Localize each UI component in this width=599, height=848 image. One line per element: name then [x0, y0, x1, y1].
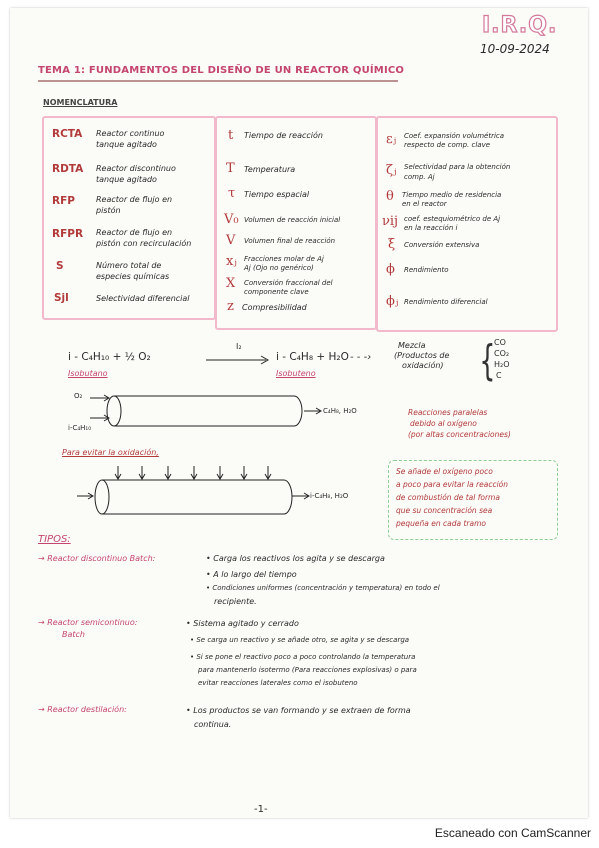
desc: Tiempo de reacción — [244, 131, 323, 140]
desc: Tiempo medio de residencia — [402, 191, 502, 199]
semi-point-cont: evitar reacciones laterales como el isobuteno — [198, 679, 358, 687]
mixture-label: (Productos de — [394, 351, 450, 360]
desc: respecto de comp. clave — [404, 141, 491, 149]
semi-point: • Se carga un reactivo y se añade otro, se agita y se descarga — [190, 636, 410, 644]
side-arrow: - - -› — [350, 352, 372, 363]
desc: tanque agitado — [96, 175, 157, 184]
abbr-rfpr: RFPR — [52, 228, 84, 240]
symbol: εⱼ — [386, 132, 397, 147]
tube2-output: i-C₄H₈, H₂O — [310, 492, 349, 500]
abbr-rdta: RDTA — [52, 163, 84, 175]
notebook-page — [10, 8, 588, 818]
desc: Compresibilidad — [242, 303, 307, 312]
desc: Reactor de flujo en — [96, 195, 173, 204]
desc: componente clave — [244, 288, 309, 296]
parallel-note: Reacciones paralelas — [408, 408, 488, 417]
desc: Rendimiento diferencial — [404, 298, 488, 306]
batch-point-cont: recipiente. — [214, 597, 257, 606]
dest-title: → Reactor destilación: — [38, 705, 127, 714]
desc: Reactor de flujo en — [96, 228, 173, 237]
semi-title-text: Reactor semicontinuo: — [47, 618, 138, 627]
topic-title: TEMA 1: FUNDAMENTOS DEL DISEÑO DE UN REACTOR QUÍMICO — [38, 65, 405, 76]
desc: Número total de — [96, 261, 162, 270]
oxidation-product: H₂O — [494, 360, 510, 369]
note-line: pequeña en cada tramo — [396, 519, 486, 528]
dest-title-text: Reactor destilación: — [47, 705, 127, 714]
batch-title-text: Reactor discontinuo Batch: — [47, 554, 156, 563]
symbol: ϕ — [386, 262, 395, 277]
desc: Rendimiento — [404, 266, 449, 274]
note-line: a poco para evitar la reacción — [396, 480, 509, 489]
symbol: θ — [386, 189, 394, 204]
reactant-label: Isobutano — [68, 369, 108, 378]
desc: Temperatura — [244, 165, 296, 174]
desc: Selectividad diferencial — [96, 294, 190, 303]
batch-point: • Condiciones uniformes (concentración y temperatura) en todo el — [206, 584, 440, 592]
semi-point-cont: para mantenerlo isotermo (Para reacciones explosivas) o para — [198, 666, 417, 674]
symbol: ζⱼ — [386, 163, 397, 178]
date: 10-09-2024 — [480, 42, 550, 56]
abbr-rcta: RCTA — [52, 128, 83, 140]
mixture-label: oxidación) — [402, 361, 444, 370]
reaction-products: i - C₄H₈ + H₂O — [276, 351, 349, 363]
course-logo: I.R.Q. — [482, 13, 558, 38]
section-title: NOMENCLATURA — [43, 98, 118, 107]
tube1-input: i-C₄H₁₀ — [68, 424, 92, 432]
parallel-note: (por altas concentraciones) — [408, 430, 511, 439]
desc: Volumen de reacción inicial — [244, 216, 341, 224]
desc: pistón con recirculación — [96, 239, 192, 248]
symbol: V₀ — [224, 212, 239, 227]
semi-point: • Si se pone el reactivo poco a poco controlando la temperatura — [190, 653, 416, 661]
title-underline — [38, 79, 398, 83]
symbol: t — [228, 128, 234, 143]
text: Si se pone el reactivo poco a poco controlando la temperatura — [196, 653, 416, 661]
batch-title: → Reactor discontinuo Batch: — [38, 554, 156, 563]
dest-point: • Los productos se van formando y se extraen de forma — [186, 706, 411, 715]
desc: Conversión extensiva — [404, 241, 480, 249]
note-line: que su concentración sea — [396, 506, 493, 515]
mixture-label: Mezcla — [398, 341, 426, 350]
abbr-s: S — [56, 260, 64, 272]
batch-point: • A lo largo del tiempo — [206, 570, 297, 579]
tubular-reactor-diagram — [72, 390, 392, 440]
product-label: Isobuteno — [276, 369, 316, 378]
desc: coef. estequiométrico de Aj — [404, 215, 501, 223]
page-number: -1- — [254, 804, 268, 815]
symbol: τ — [228, 186, 236, 201]
symbol: ϕⱼ — [386, 294, 399, 309]
scanner-watermark: Escaneado con CamScanner — [434, 826, 591, 840]
tube1-input-o2: O₂ — [74, 392, 83, 400]
text: Carga los reactivos los agita y se descarga — [213, 554, 385, 563]
symbol: X — [226, 276, 236, 291]
desc: Volumen final de reacción — [244, 237, 336, 245]
desc: Reactor continuo — [96, 129, 165, 138]
desc: Reactor discontinuo — [96, 164, 176, 173]
desc: comp. Aj — [404, 173, 435, 181]
reaction-catalyst: I₂ — [236, 342, 242, 351]
desc: Conversión fraccional del — [244, 279, 333, 287]
reaction-arrow — [206, 355, 272, 365]
abbr-rfp: RFP — [52, 195, 75, 207]
brace: { — [479, 336, 496, 385]
oxidation-product: CO₂ — [494, 349, 510, 358]
symbol: νij — [382, 214, 399, 229]
desc: Tiempo espacial — [244, 190, 310, 199]
batch-point: • Carga los reactivos los agita y se descarga — [206, 554, 385, 563]
note-line: Se añade el oxígeno poco — [396, 467, 493, 476]
symbol: z — [227, 299, 234, 314]
desc: en la reacción i — [404, 224, 458, 232]
avoid-oxidation-label: Para evitar la oxidación, — [62, 448, 159, 457]
dest-point-cont: continua. — [194, 720, 232, 729]
desc: Selectividad para la obtención — [404, 163, 511, 171]
text: Los productos se van formando y se extraen de forma — [193, 706, 411, 715]
semi-title: → Reactor semicontinuo: — [38, 618, 138, 627]
parallel-note: debido al oxígeno — [410, 419, 477, 428]
tube1-output: C₄H₈, H₂O — [323, 407, 357, 415]
text: Se carga un reactivo y se añade otro, se agita y se descarga — [196, 636, 410, 644]
symbol: xⱼ — [226, 254, 237, 269]
semi-point: • Sistema agitado y cerrado — [186, 619, 299, 628]
symbol: T — [226, 161, 235, 176]
semi-title-2: Batch — [62, 630, 85, 639]
text: Sistema agitado y cerrado — [193, 619, 299, 628]
oxidation-product: CO — [494, 338, 506, 347]
desc: pistón — [96, 206, 121, 215]
tipos-heading: TIPOS: — [38, 534, 71, 545]
reaction-reactants: i - C₄H₁₀ + ½ O₂ — [68, 351, 151, 363]
text: Condiciones uniformes (concentración y temperatura) en todo el — [212, 584, 440, 592]
desc: Coef. expansión volumétrica — [404, 132, 505, 140]
symbol: V — [226, 233, 236, 248]
desc: tanque agitado — [96, 140, 157, 149]
oxidation-product: C — [496, 371, 502, 380]
symbol: ξ — [388, 237, 396, 252]
note-line: de combustión de tal forma — [396, 493, 500, 502]
text: A lo largo del tiempo — [213, 570, 297, 579]
abbr-sjl: Sjl — [54, 292, 69, 304]
desc: Fracciones molar de Aj — [244, 255, 324, 263]
desc: especies químicas — [96, 272, 170, 281]
desc: en el reactor — [402, 200, 447, 208]
desc: Aj (Ojo no genérico) — [244, 264, 314, 272]
